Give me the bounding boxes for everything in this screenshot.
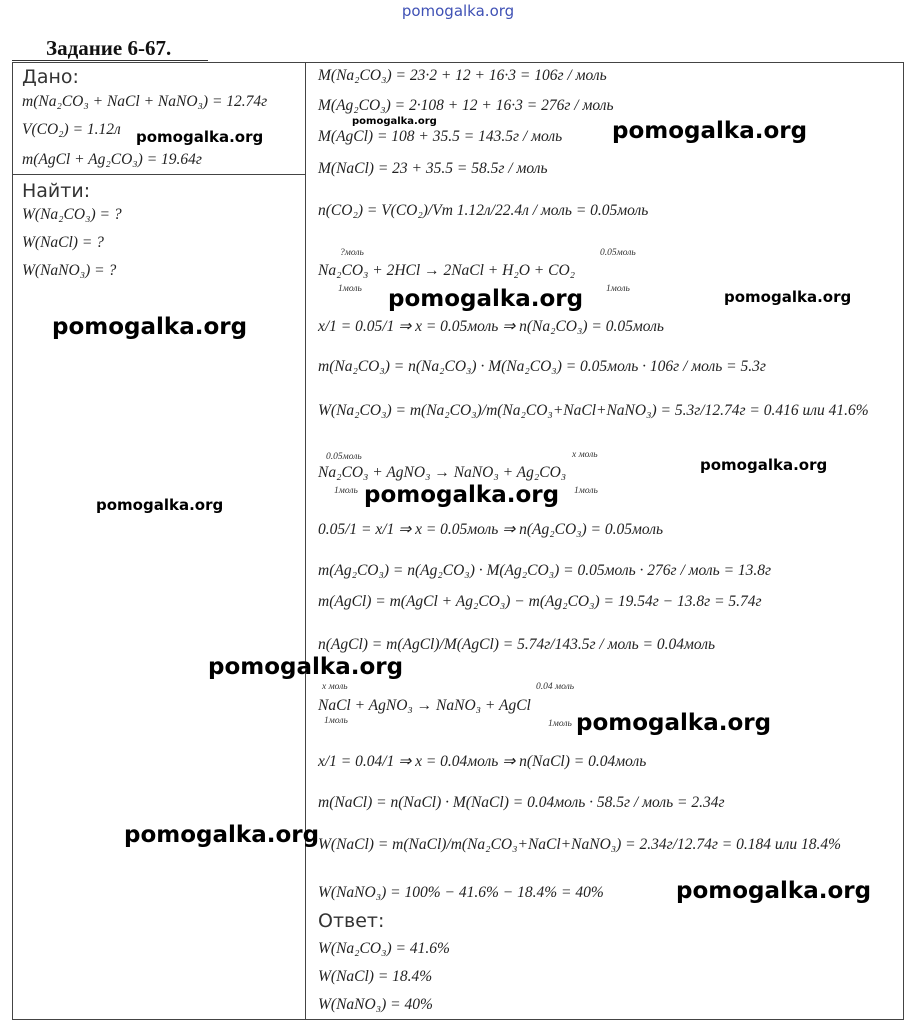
- find-line: W(NaCl) = ?: [22, 234, 104, 251]
- watermark: pomogalka.org: [208, 654, 404, 680]
- solution-line: n(CO₂) = V(CO₂)/Vm 1.12л/22.4л / моль = 0.05моль: [318, 202, 649, 219]
- watermark: pomogalka.org: [612, 118, 808, 144]
- given-heading: Дано:: [22, 66, 79, 88]
- watermark: pomogalka.org: [124, 822, 320, 848]
- watermark: pomogalka.org: [352, 116, 437, 127]
- reaction-annotation: x моль: [322, 682, 348, 692]
- watermark: pomogalka.org: [136, 128, 264, 146]
- task-title: Задание 6-67.: [46, 36, 172, 60]
- solution-line: M(AgCl) = 108 + 35.5 = 143.5г / моль: [318, 128, 563, 145]
- find-heading: Найти:: [22, 180, 91, 202]
- reaction-annotation: 1моль: [574, 486, 598, 496]
- find-line: W(Na₂CO₃) = ?: [22, 206, 122, 223]
- reaction-annotation: 1моль: [548, 719, 572, 729]
- given-find-divider: [12, 174, 305, 175]
- watermark: pomogalka.org: [700, 456, 828, 474]
- solution-line: Na₂CO₃ + AgNO₃ → NaNO₃ + Ag₂CO₃: [318, 464, 567, 481]
- given-line: V(CO₂) = 1.12л: [22, 121, 121, 138]
- reaction-annotation: 1моль: [606, 284, 630, 294]
- answer-line: W(NaNO₃) = 40%: [318, 996, 433, 1013]
- watermark: pomogalka.org: [676, 878, 872, 904]
- answer-line: W(NaCl) = 18.4%: [318, 968, 433, 985]
- reaction-annotation: ?моль: [340, 248, 364, 258]
- watermark: pomogalka.org: [52, 314, 248, 340]
- watermark: pomogalka.org: [724, 288, 852, 306]
- watermark: pomogalka.org: [364, 482, 560, 508]
- given-line: m(Na₂CO₃ + NaCl + NaNO₃) = 12.74г: [22, 93, 268, 110]
- solution-line: M(NaCl) = 23 + 35.5 = 58.5г / моль: [318, 160, 548, 177]
- solution-line: 0.05/1 = x/1 ⇒ x = 0.05моль ⇒ n(Ag₂CO₃) = 0.05моль: [318, 521, 664, 538]
- answer-heading: Ответ:: [318, 910, 385, 932]
- reaction-annotation: 0.05моль: [600, 248, 636, 258]
- solution-line: M(Ag₂CO₃) = 2·108 + 12 + 16·3 = 276г / моль: [318, 97, 614, 114]
- site-header[interactable]: pomogalka.org: [401, 2, 515, 20]
- reaction-annotation: 0.05моль: [326, 452, 362, 462]
- solution-line: m(Na₂CO₃) = n(Na₂CO₃) · M(Na₂CO₃) = 0.05моль · 106г / моль = 5.3г: [318, 358, 766, 375]
- solution-line: M(Na₂CO₃) = 23·2 + 12 + 16·3 = 106г / моль: [318, 67, 607, 84]
- solution-line: W(Na₂CO₃) = m(Na₂CO₃)/m(Na₂CO₃+NaCl+NaNO₃) = 5.3г/12.74г = 0.416 или 41.6%: [318, 402, 869, 419]
- title-underline: [12, 60, 208, 61]
- column-divider: [305, 62, 306, 1020]
- reaction-annotation: 1моль: [338, 284, 362, 294]
- solution-line: n(AgCl) = m(AgCl)/M(AgCl) = 5.74г/143.5г / моль = 0.04моль: [318, 636, 716, 653]
- solution-line: W(NaCl) = m(NaCl)/m(Na₂CO₃+NaCl+NaNO₃) = 2.34г/12.74г = 0.184 или 18.4%: [318, 836, 842, 853]
- solution-line: NaCl + AgNO₃ → NaNO₃ + AgCl: [318, 697, 531, 714]
- find-line: W(NaNO₃) = ?: [22, 262, 117, 279]
- reaction-annotation: 1моль: [324, 716, 348, 726]
- watermark: pomogalka.org: [576, 710, 772, 736]
- given-line: m(AgCl + Ag₂CO₃) = 19.64г: [22, 151, 202, 168]
- reaction-annotation: 0.04 моль: [536, 682, 575, 692]
- solution-line: Na₂CO₃ + 2HCl → 2NaCl + H₂O + CO₂: [318, 262, 576, 279]
- solution-line: x/1 = 0.04/1 ⇒ x = 0.04моль ⇒ n(NaCl) = 0.04моль: [318, 753, 647, 770]
- watermark: pomogalka.org: [96, 496, 224, 514]
- solution-line: m(NaCl) = n(NaCl) · M(NaCl) = 0.04моль · 58.5г / моль = 2.34г: [318, 794, 725, 811]
- watermark: pomogalka.org: [388, 286, 584, 312]
- solution-line: m(AgCl) = m(AgCl + Ag₂CO₃) − m(Ag₂CO₃) = 19.54г − 13.8г = 5.74г: [318, 593, 762, 610]
- answer-line: W(Na₂CO₃) = 41.6%: [318, 940, 450, 957]
- solution-line: W(NaNO₃) = 100% − 41.6% − 18.4% = 40%: [318, 884, 604, 901]
- reaction-annotation: 1моль: [334, 486, 358, 496]
- solution-line: x/1 = 0.05/1 ⇒ x = 0.05моль ⇒ n(Na₂CO₃) = 0.05моль: [318, 318, 664, 335]
- solution-line: m(Ag₂CO₃) = n(Ag₂CO₃) · M(Ag₂CO₃) = 0.05моль · 276г / моль = 13.8г: [318, 562, 772, 579]
- reaction-annotation: x моль: [572, 450, 598, 460]
